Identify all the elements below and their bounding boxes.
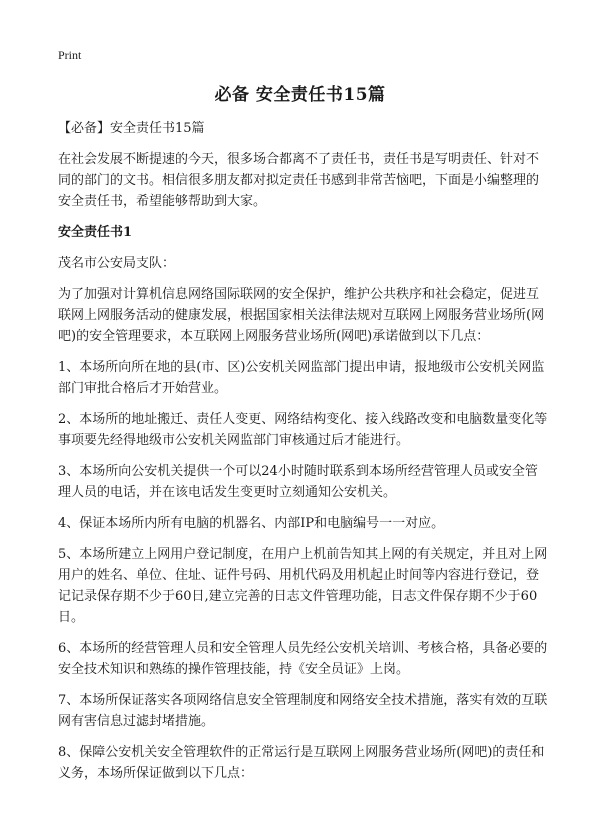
clause-8: 8、保障公安机关安全管理软件的正常运行是互联网上网服务营业场所(网吧)的责任和义务，本场所保证做到以下几点： xyxy=(58,745,545,781)
print-label: Print xyxy=(58,48,82,62)
clause-6: 6、本场所的经营管理人员和安全管理人员先经公安机关培训、考核合格，具备必要的安全技术知识和熟练的操作管理技能，持《安全员证》上岗。 xyxy=(58,641,548,677)
salutation: 茂名市公安局支队： xyxy=(58,256,176,271)
clause-1: 1、本场所向所在地的县(市、区)公安机关网监部门提出申请，报地级市公安机关网监部门审批合格后才开始营业。 xyxy=(58,360,545,396)
body-paragraph: 为了加强对计算机信息网络国际联网的安全保护，维护公共秩序和社会稳定，促进互联网上网服务活动的健康发展，根据国家相关法律法规对互联网上网服务营业场所(网吧)的安全管理要求，本互联网上网服务营业场所(网吧)承诺做到以下几点： xyxy=(58,287,545,344)
clause-2: 2、本场所的地址搬迁、责任人变更、网络结构变化、接入线路改变和电脑数量变化等事项要先经得地级市公安机关网监部门审核通过后才能进行。 xyxy=(58,412,548,448)
section-heading: 安全责任书1 xyxy=(58,225,133,240)
clause-3: 3、本场所向公安机关提供一个可以24小时随时联系到本场所经营管理人员或安全管理人员的电话，并在该电话发生变更时立刻通知公安机关。 xyxy=(58,464,538,500)
page-title: 必备 安全责任书15篇 xyxy=(214,85,386,105)
document-subtitle: 【必备】安全责任书15篇 xyxy=(58,121,205,136)
clause-4: 4、保证本场所内所有电脑的机器名、内部IP和电脑编号一一对应。 xyxy=(58,516,445,531)
clause-7: 7、本场所保证落实各项网络信息安全管理制度和网络安全技术措施，落实有效的互联网有害信息过滤封堵措施。 xyxy=(58,693,548,729)
clause-5: 5、本场所建立上网用户登记制度，在用户上机前告知其上网的有关规定，并且对上网用户的姓名、单位、住址、证件号码、用机代码及用机起止时间等内容进行登记，登记记录保存期不少于60日,建立完善的日志文件管理功能，日志文件保存期不少于60日。 xyxy=(58,547,548,625)
document-body xyxy=(58,118,550,794)
intro-paragraph: 在社会发展不断提速的今天，很多场合都离不了责任书，责任书是写明责任、针对不同的部门的文书。相信很多朋友都对拟定责任书感到非常苦恼吧，下面是小编整理的安全责任书，希望能够帮助到大家。 xyxy=(58,152,540,209)
